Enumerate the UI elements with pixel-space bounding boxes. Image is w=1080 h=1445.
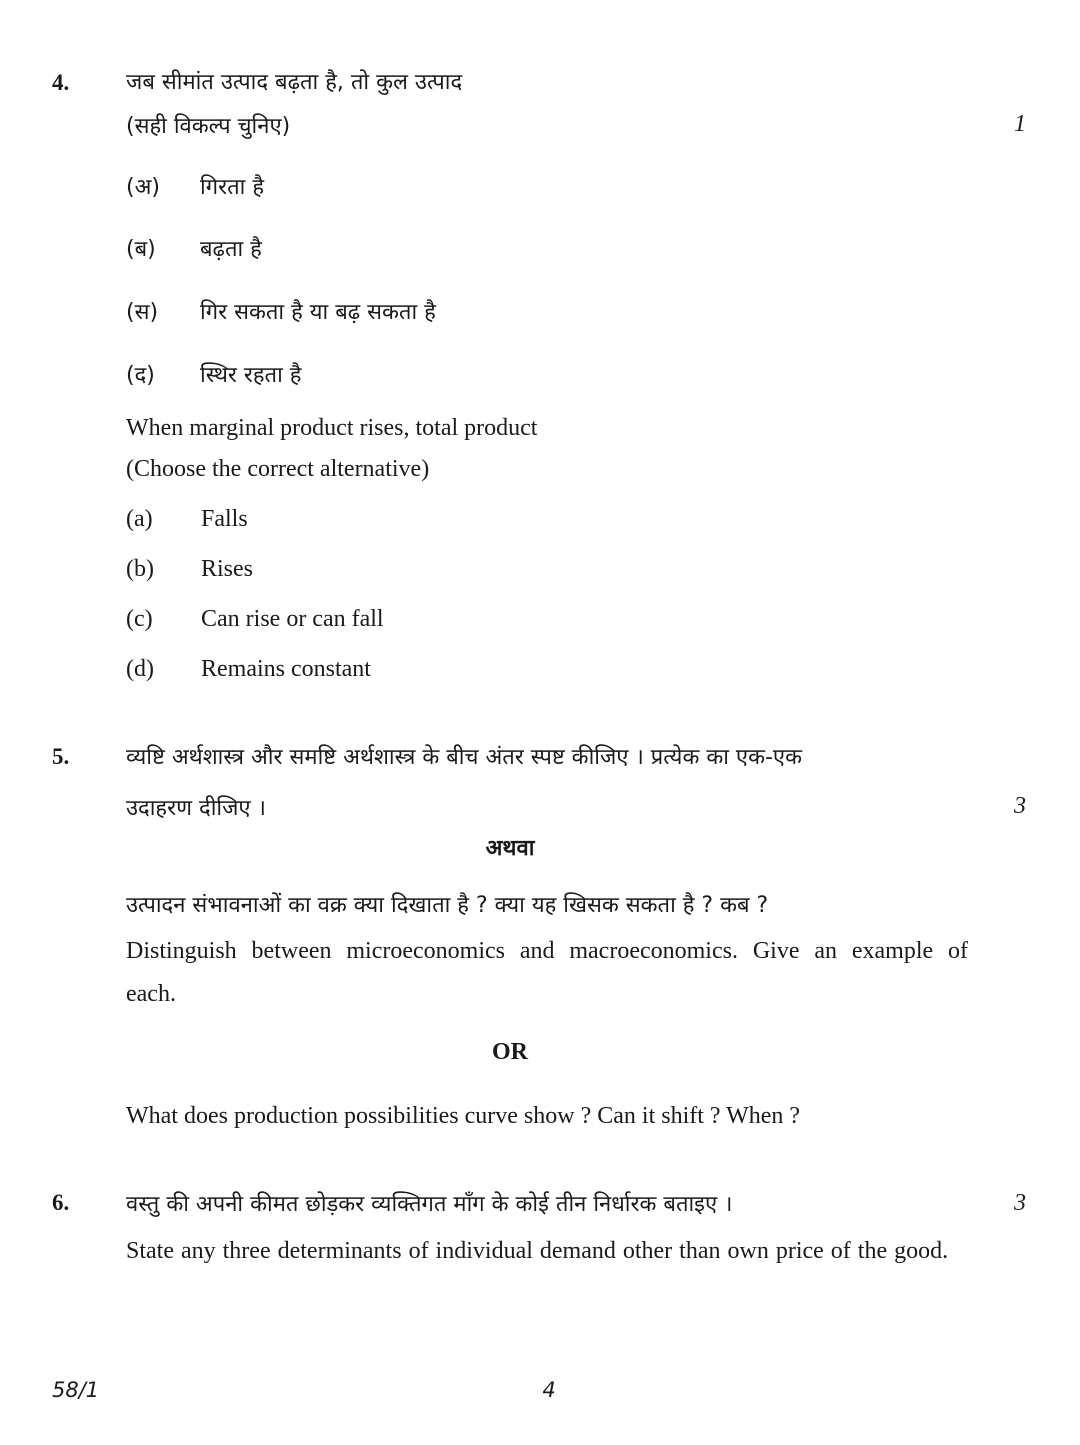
q4-hindi-option-label: (अ) (126, 175, 160, 200)
q4-english-option-label: (a) (126, 506, 153, 532)
q4-hindi-option-text: गिर सकता है या बढ़ सकता है (200, 300, 436, 325)
q4-english-option-text: Can rise or can fall (201, 606, 384, 632)
question-number-5: 5. (52, 744, 70, 769)
q4-marks: 1 (1014, 111, 1026, 137)
page-number: 4 (542, 1378, 556, 1402)
q4-hindi-option-text: स्थिर रहता है (200, 363, 302, 388)
q6-marks: 3 (1014, 1190, 1026, 1216)
q5-hindi-line-2: उदाहरण दीजिए । (126, 796, 266, 821)
q4-hindi-option-label: (द) (126, 363, 155, 388)
q6-hindi-text: वस्तु की अपनी कीमत छोड़कर व्यक्तिगत माँग के कोई तीन निर्धारक बताइए । (126, 1192, 733, 1217)
q5-english-text: Distinguish between microeconomics and macroeconomics. Give an example of each. (126, 938, 968, 1007)
q5-hindi-line-1: व्यष्टि अर्थशास्त्र और समष्टि अर्थशास्त्र के बीच अंतर स्पष्ट कीजिए । प्रत्येक का एक-एक (126, 745, 802, 770)
or-divider-hindi: अथवा (485, 836, 535, 861)
or-divider-english: OR (492, 1039, 528, 1065)
q4-english-line-2: (Choose the correct alternative) (126, 456, 430, 482)
q5-marks: 3 (1014, 793, 1026, 819)
q4-hindi-option-label: (ब) (126, 237, 156, 262)
q4-english-option-label: (c) (126, 606, 153, 632)
q4-hindi-line-1: जब सीमांत उत्पाद बढ़ता है, तो कुल उत्पाद (126, 70, 463, 95)
q4-english-option-label: (b) (126, 556, 154, 582)
q4-hindi-option-text: बढ़ता है (200, 237, 262, 262)
q4-hindi-option-text: गिरता है (200, 175, 264, 200)
q4-english-option-text: Falls (201, 506, 248, 532)
question-number-6: 6. (52, 1190, 70, 1215)
question-number-4: 4. (52, 70, 70, 95)
q4-english-option-text: Rises (201, 556, 254, 582)
paper-code: 58/1 (52, 1378, 100, 1402)
q5-hindi-alternative: उत्पादन संभावनाओं का वक्र क्या दिखाता है ? क्या यह खिसक सकता है ? कब ? (126, 893, 769, 918)
q5-english-alternative: What does production possibilities curve show ? Can it shift ? When ? (126, 1103, 801, 1129)
q4-english-option-text: Remains constant (201, 656, 371, 682)
q4-hindi-option-label: (स) (126, 300, 159, 325)
q4-english-option-label: (d) (126, 656, 154, 682)
q4-hindi-line-2: (सही विकल्प चुनिए) (126, 114, 291, 139)
q6-english-text: State any three determinants of individual demand other than own price of the good. (126, 1238, 949, 1264)
q4-english-line-1: When marginal product rises, total product (126, 415, 538, 441)
